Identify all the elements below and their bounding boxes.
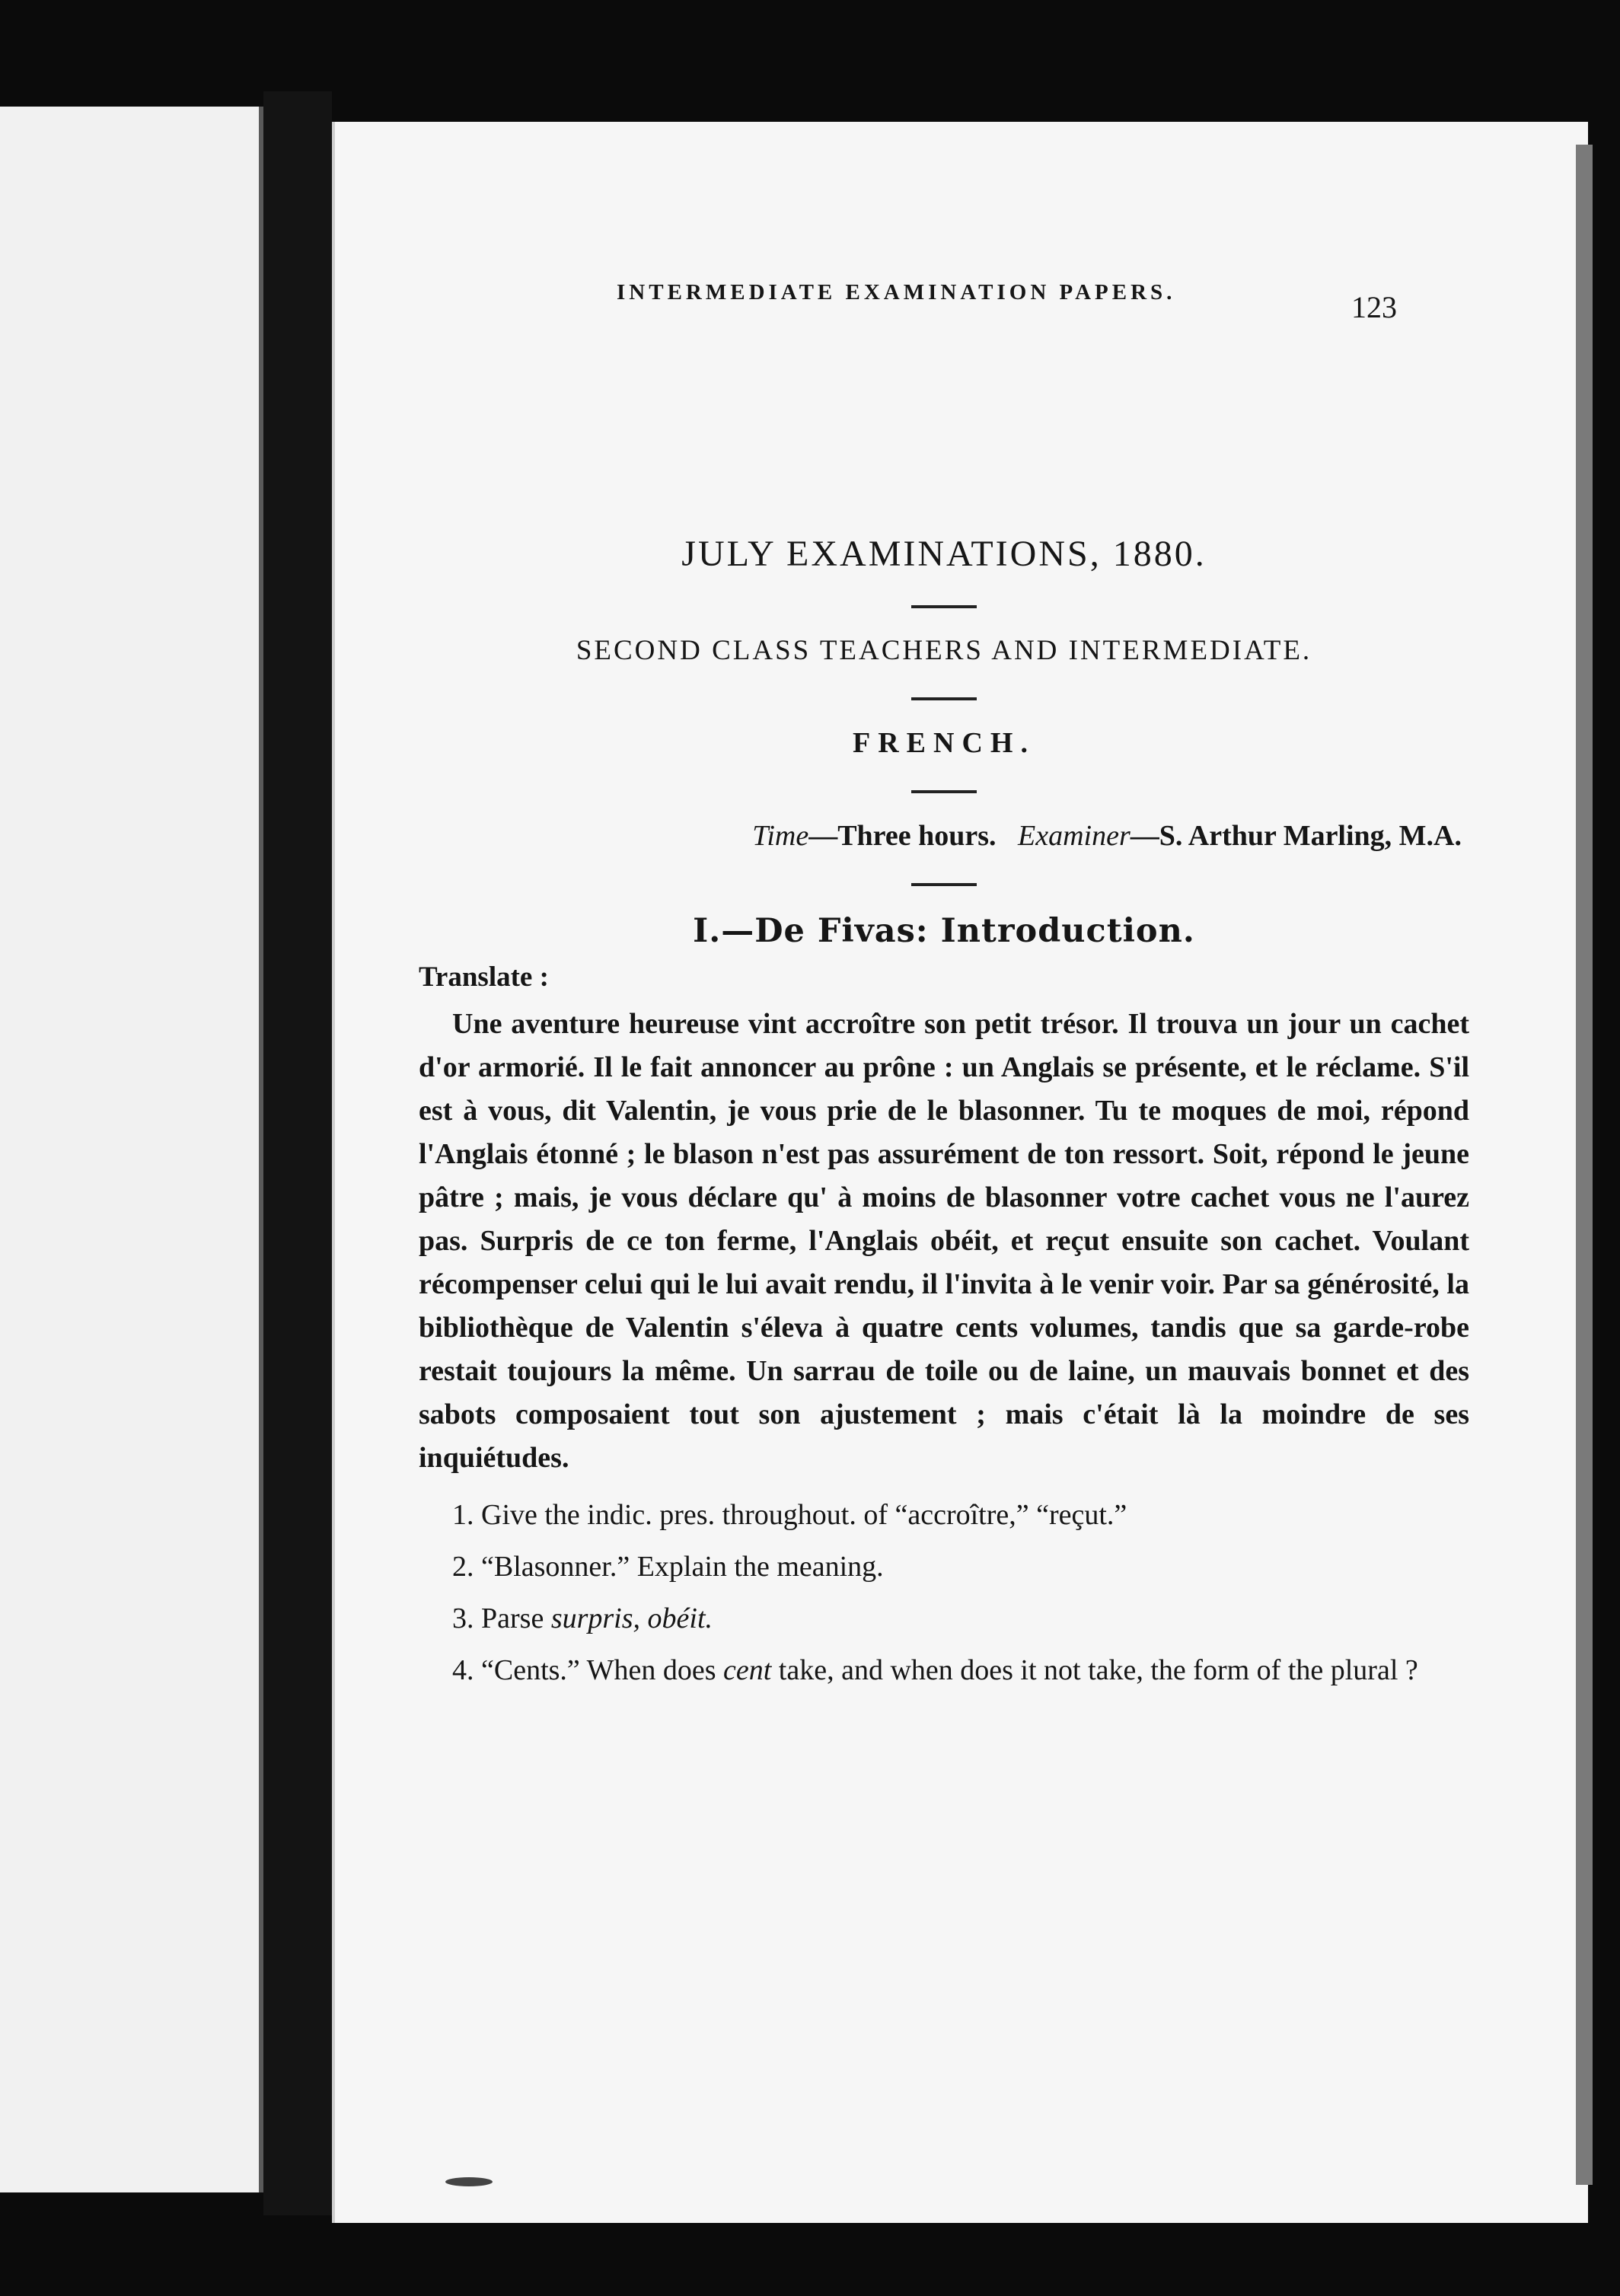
running-head: INTERMEDIATE EXAMINATION PAPERS. — [617, 280, 1176, 305]
page-number: 123 — [1351, 290, 1397, 324]
examiner-label: Examiner — [1018, 820, 1130, 852]
questions-list — [419, 1494, 1469, 1692]
book-spine — [263, 91, 332, 2215]
question-2: 2. “Blasonner.” Explain the meaning. — [452, 1551, 884, 1583]
translate-label: Translate : — [419, 961, 549, 993]
question-3-text: 3. Parse — [452, 1602, 551, 1634]
question-3-terms: surpris, obéit. — [550, 1602, 713, 1634]
time-value: —Three hours. — [808, 820, 997, 852]
question-4-text: 4. “Cents.” When does — [452, 1654, 723, 1686]
examiner-value: —S. Arthur Marling, M.A. — [1130, 820, 1462, 852]
exam-title: JULY EXAMINATIONS, 1880. — [681, 534, 1207, 574]
subject-heading: FRENCH. — [853, 727, 1035, 759]
divider-rule — [911, 605, 977, 608]
question-4 — [419, 1649, 1469, 1692]
left-page — [0, 107, 263, 2192]
french-passage: Une aventure heureuse vint accroître son petit trésor. Il trouva un jour un cachet d'or armorié. Il le fait annoncer au prône : un Anglais se présente, et le réclame. S'il est à vous, dit Valentin, je vous prie de le blasonner. Tu te moques de moi, répond l'Anglais étonné ; le blason n'est pas assurément de ton ressort. Soit, répond le jeune pâtre ; mais, je vous déclare qu' à moins de blasonner votre cachet vous ne l'aurez pas. Surpris de ce ton ferme, l'Anglais obéit, et reçut ensuite son cachet. Voulant récompenser celui qui le lui avait rendu, il l'invita à le venir voir. Par sa générosité, la bibliothèque de Valentin s'éleva à quatre cents volumes, tandis que sa garde-robe restait toujours la même. Un sarrau de toile ou de laine, un mauvais bonnet et des sabots composaient tout son ajustement ; mais c'était là la moindre de ses inquiétudes. — [419, 1008, 1469, 1474]
section-heading: I.—De Fivas: Introduction. — [693, 912, 1195, 950]
question-4-rest: take, and when does it not take, the form of the plural ? — [771, 1654, 1418, 1686]
ink-speck — [445, 2177, 493, 2186]
time-examiner-line — [419, 819, 1469, 853]
page-edge — [1576, 145, 1593, 2185]
divider-rule — [911, 790, 977, 793]
page-content — [419, 533, 1469, 1701]
question-1: 1. Give the indic. pres. throughout. of “accroître,” “reçut.” — [452, 1499, 1127, 1531]
divider-rule — [911, 697, 977, 700]
question-4-term: cent — [723, 1654, 772, 1686]
exam-subtitle: SECOND CLASS TEACHERS AND INTERMEDIATE. — [576, 635, 1312, 666]
question-3 — [419, 1597, 1469, 1640]
divider-rule — [911, 883, 977, 886]
right-page — [332, 122, 1588, 2223]
time-label: Time — [752, 820, 809, 852]
